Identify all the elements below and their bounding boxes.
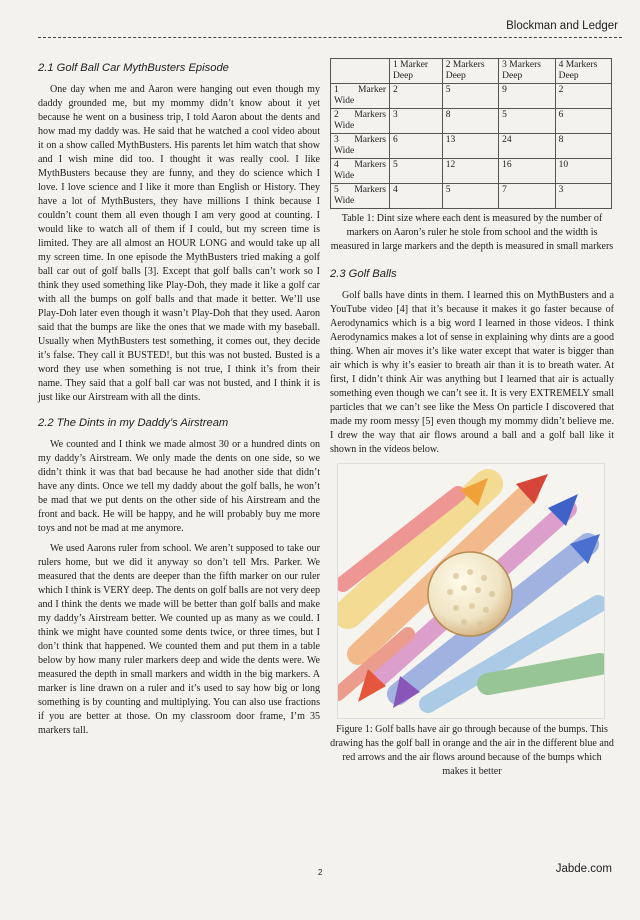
- figure-caption: Figure 1: Golf balls have air go through because of the bumps. This drawing has the golf ball in orange and the air in the different blue and red arrows and the air flows around because of the bumps which makes it better: [330, 724, 614, 777]
- golf-ball: [428, 552, 512, 636]
- airflow-illustration: [338, 464, 604, 718]
- table-row-label: 1 Marker Wide: [331, 84, 390, 109]
- table-cell: 3: [555, 184, 611, 209]
- table-row-label: 5 Markers Wide: [331, 184, 390, 209]
- golf-ball-airflow-drawing: [337, 463, 605, 719]
- section-heading-2-2: 2.2 The Dints in my Daddy’s Airstream: [38, 417, 229, 429]
- paragraph-2-3: Golf balls have dints in them. I learned this on MythBusters and a YouTube video [4] that it’s because it makes it go faster because of Aerodynamics which is a big word I learned in those videos. I think Aerodynamics makes a lot of sense in explaining why dints are a good thing. When air moves it’s like water except that water is bigger than air which is why it’s easier to breath air than it is to breath water. At first, I didn’t think Air was anything but I learned that air is actually something even though we can’t see it. It is very EXTREMELY small particles that we can’t see like the Mess On particle I discovered that made my room messy [5] even though my mommy didn’t believe me. I drew the way that air flows around a ball and a golf ball like it shown in the videos below.: [330, 290, 614, 455]
- right-column: [330, 58, 614, 779]
- table-row: [331, 184, 612, 209]
- table-cell: 24: [499, 134, 555, 159]
- table-cell: 16: [499, 159, 555, 184]
- table-cell: 5: [442, 84, 498, 109]
- table-cell: 4: [390, 184, 443, 209]
- table-cell: 13: [442, 134, 498, 159]
- section-heading-2-3: 2.3 Golf Balls: [330, 268, 397, 280]
- table-cell: 3: [390, 109, 443, 134]
- table-corner-cell: [331, 59, 390, 84]
- paragraph-2-1: One day when me and Aaron were hanging out even though my daddy grounded me, but my mommy didn’t know about it yet because he went on a business trip, I told Aaron about the dents and how mad my daddy was. He said that he watched a cool video about it on a show called MythBusters. His parents let him watch that show and I wish mine did too. I thought it was really cool. I like MythBusters because they are funny, and they do science which I love. I love science and I like it more than English or History. They have a lot of MythBusters, they have millions I think because I couldn’t count them all even though I am very good at counting. I would like to watch all of them if I could, but my screen time is limited. They are all almost an HOUR LONG and would take up all my screen time. In one episode the MythBusters tried making a golf ball car out of golf balls [3]. Except that golf balls can’t work so I think they used something like Play-Doh, they made it like a golf car with all the bumps on golf balls and that made it better. We’ll use Play-Doh later even though it wasn’t Play-Doh that they used. Aaron said that the bumps are like the ones that we made with my baseball. Usually when MythBusters test something, it comes out, they decide it’s false. They call it BUSTED!, but this was not busted. Busted is a word they use when something is not true, I think it’s from their name. They said that a golf ball car was not busted, and I think it is just like our Airstream with all the dints.: [38, 84, 320, 403]
- table-cell: 7: [499, 184, 555, 209]
- table-row-label: 3 Markers Wide: [331, 134, 390, 159]
- table-cell: 9: [499, 84, 555, 109]
- table-cell: 5: [442, 184, 498, 209]
- table-cell: 2: [390, 84, 443, 109]
- left-column: [38, 62, 320, 738]
- table-cell: 12: [442, 159, 498, 184]
- header-rule: [38, 37, 622, 38]
- table-column-header: 2 Markers Deep: [442, 59, 498, 84]
- table-row: [331, 109, 612, 134]
- table-cell: 6: [555, 109, 611, 134]
- table-cell: 2: [555, 84, 611, 109]
- table-row-label: 2 Markers Wide: [331, 109, 390, 134]
- paragraph-2-2-a: We counted and I think we made almost 30 or a hundred dints on my daddy’s Airstream. We only made the dents on one side, so we didn’t think it was that bad because he had another side that didn’t have any dints. Once we tell my daddy about the golf balls, he won’t be mad that we put dents on the other side of his Airstream and the front and back. He will be happy, and he will probably buy me more toys and not be mad at me anymore.: [38, 439, 320, 534]
- table-cell: 5: [499, 109, 555, 134]
- table-row: [331, 159, 612, 184]
- table-column-header: 1 Marker Deep: [390, 59, 443, 84]
- table-cell: 8: [555, 134, 611, 159]
- table-cell: 5: [390, 159, 443, 184]
- table-cell: 6: [390, 134, 443, 159]
- dint-size-table: [330, 58, 612, 209]
- footer-site: Jabde.com: [555, 863, 612, 875]
- table-cell: 10: [555, 159, 611, 184]
- section-heading-2-1: 2.1 Golf Ball Car MythBusters Episode: [38, 62, 229, 74]
- paragraph-2-2-b: We used Aarons ruler from school. We aren’t supposed to take our rulers home, but we did it anyway so don’t tell Mrs. Parker. We measured that the dents are deeper than the fifth marker on our ruler which I think is VERY deep. The dents on golf balls are not very deep and I think the dents we made will be better than golf balls and make my daddy’s Airstream better. We counted up as many as we could. I think we might have counted some dents twice, or three times, but I don’t think that happened. We counted them and put them in a table below by how many ruler markers deep and wide the dents were. We measured the depth in small markers and width in the big markers. A marker is line drawn on a ruler and it’s used to say how big or long something is by counting and multiplying. You can also use fractions if you are better at those. On my classroom door frame, I’m 35 markers tall.: [38, 543, 320, 736]
- table-cell: 8: [442, 109, 498, 134]
- table-column-header: 3 Markers Deep: [499, 59, 555, 84]
- running-header: Blockman and Ledger: [506, 20, 618, 32]
- page-number: 2: [318, 868, 323, 877]
- table-header-row: [331, 59, 612, 84]
- table-row-label: 4 Markers Wide: [331, 159, 390, 184]
- table-row: [331, 134, 612, 159]
- table-column-header: 4 Markers Deep: [555, 59, 611, 84]
- table-row: [331, 84, 612, 109]
- table-caption: Table 1: Dint size where each dent is measured by the number of markers on Aaron’s ruler he stole from school and the width is measured in large markers and the depth is measured in small markers: [330, 213, 614, 252]
